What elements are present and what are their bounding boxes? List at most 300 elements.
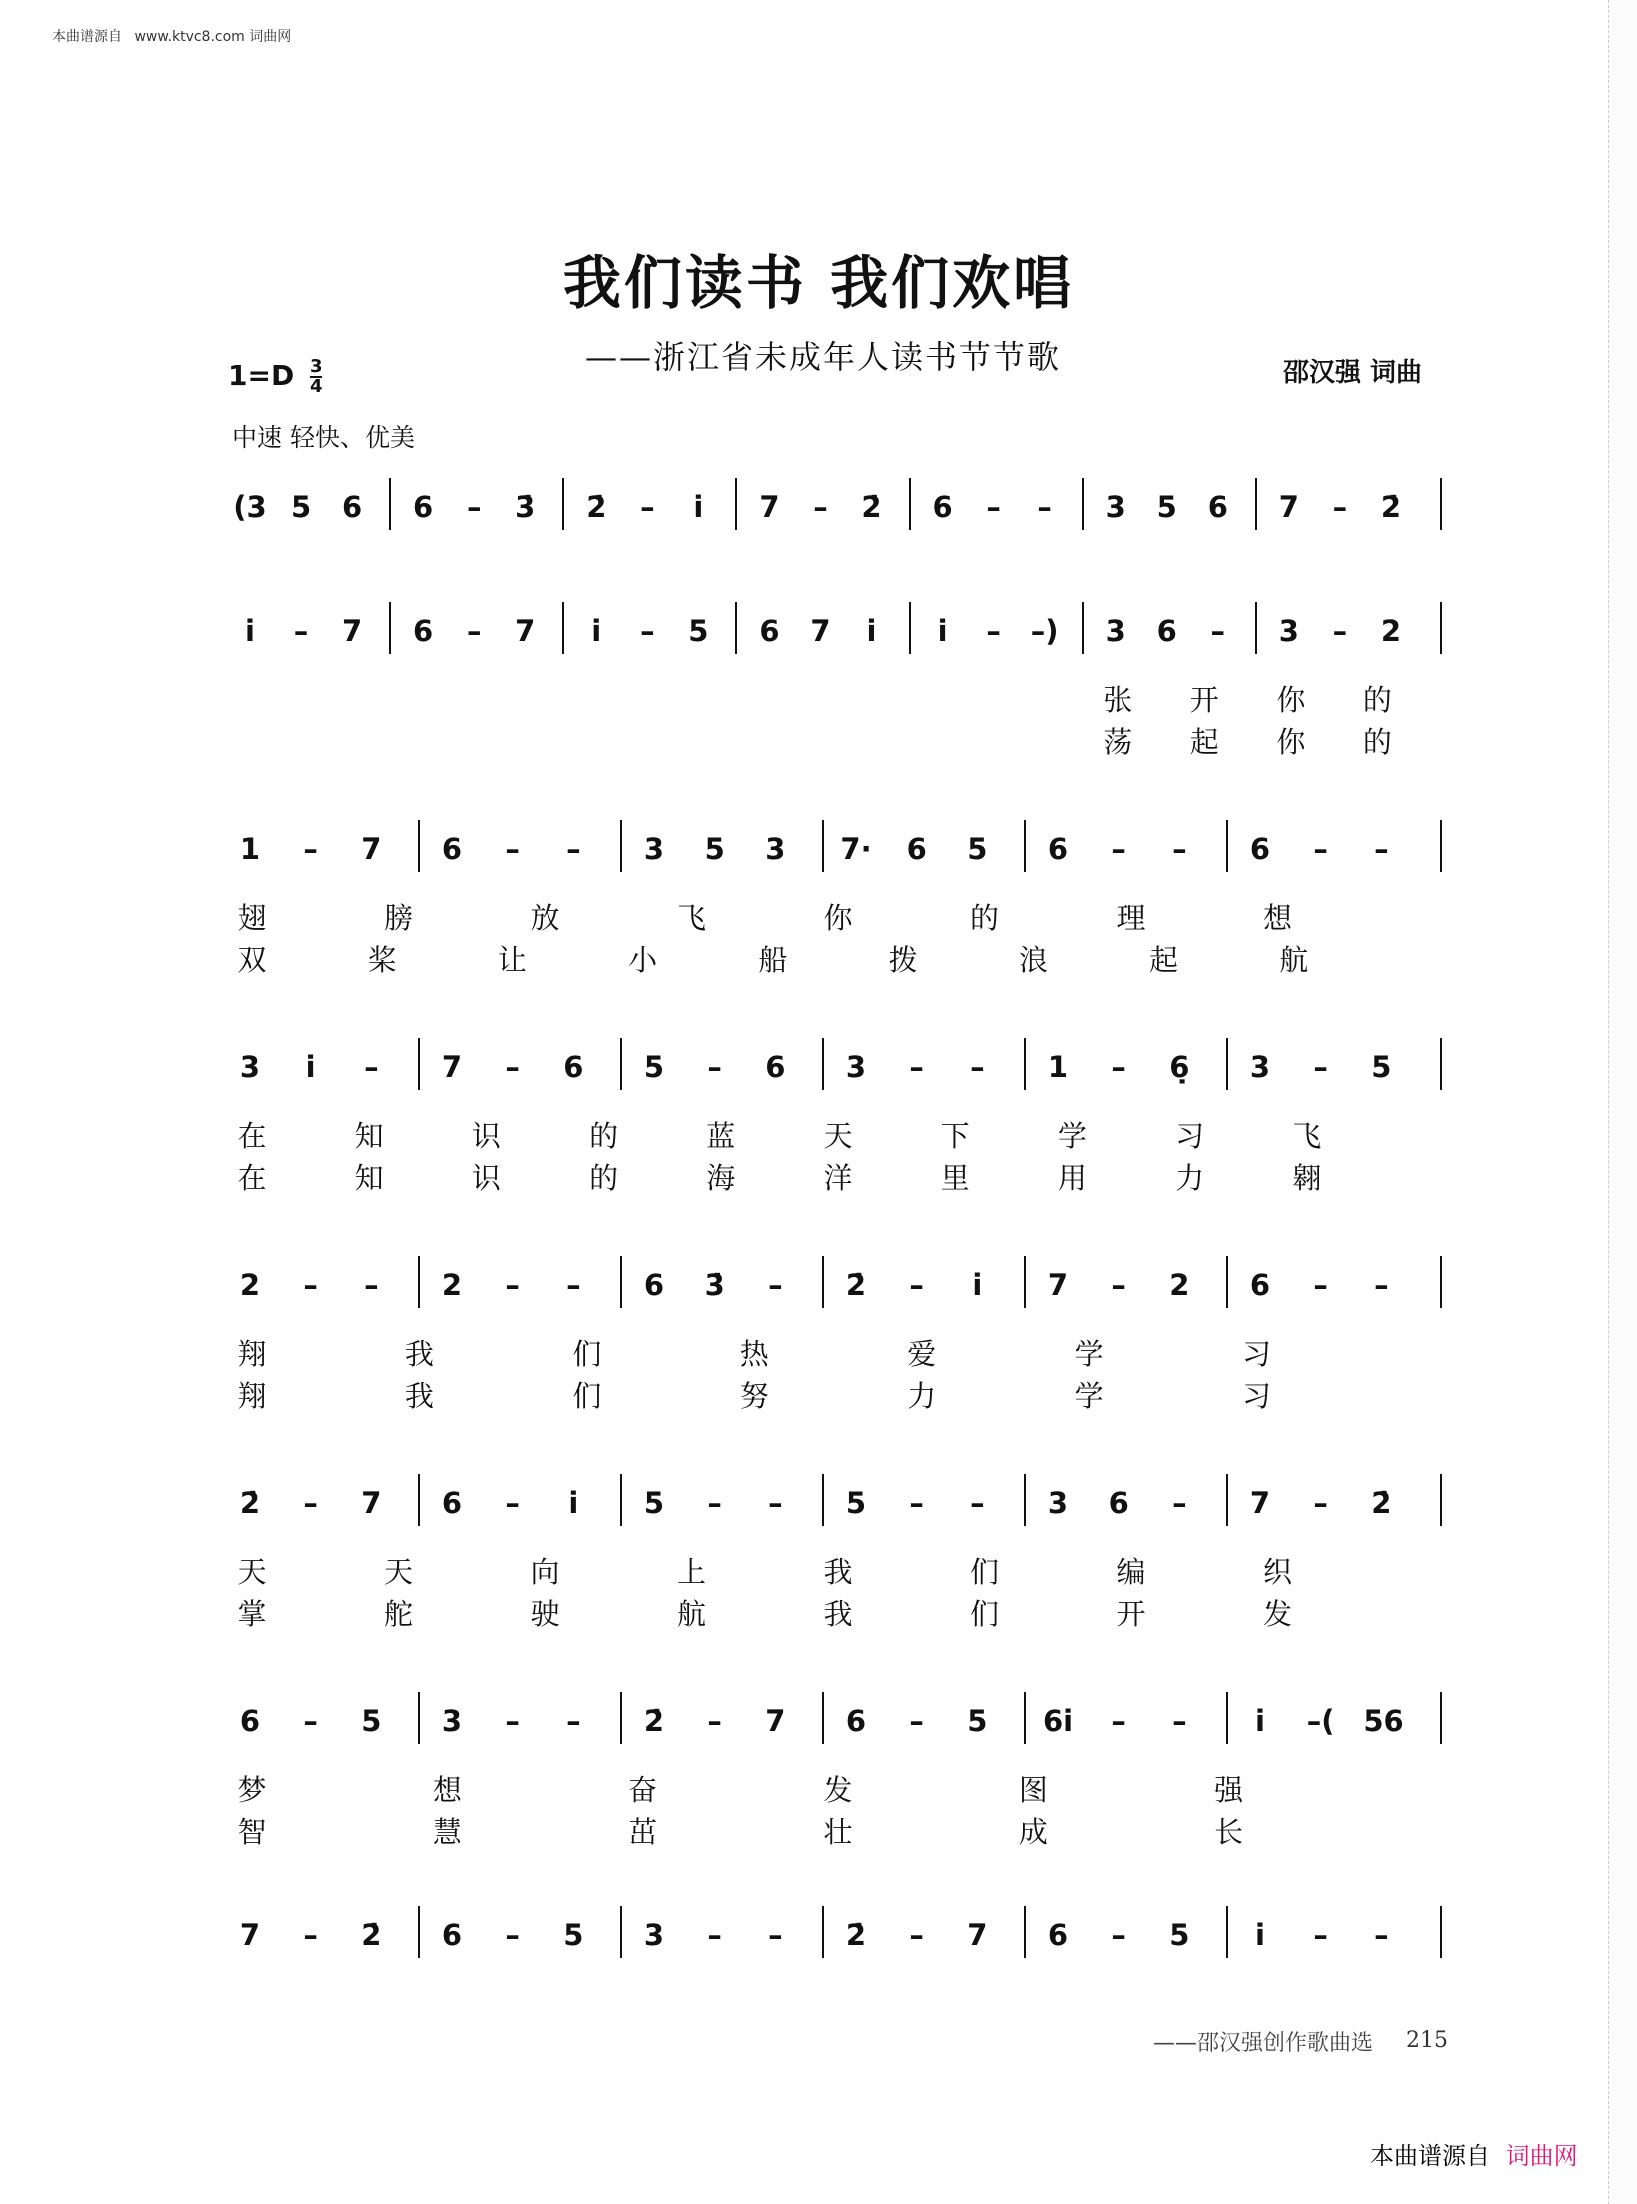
note: –	[1374, 1268, 1389, 1302]
barline	[1226, 1906, 1228, 1958]
measure	[228, 1470, 430, 1540]
measure	[401, 598, 574, 668]
header-source	[52, 26, 291, 46]
barline	[1440, 1906, 1442, 1958]
note: 5	[290, 490, 312, 524]
note: –	[1172, 1486, 1187, 1520]
lyric-char: 的	[589, 1161, 619, 1195]
barline	[822, 1038, 824, 1090]
note: 56	[1363, 1704, 1404, 1738]
note: –	[566, 1268, 581, 1302]
barline	[1440, 478, 1442, 530]
measure	[1036, 816, 1238, 886]
measure	[430, 1902, 632, 1972]
lyric-char: 理	[1116, 901, 1146, 935]
note: –	[303, 1704, 318, 1738]
lyric-char: 壮	[823, 1815, 853, 1849]
lyric-char: 翔	[237, 1379, 267, 1413]
measure	[1036, 1034, 1238, 1104]
measure	[1238, 1252, 1440, 1322]
note: –	[707, 1050, 722, 1084]
barline	[418, 1256, 420, 1308]
note: i	[693, 490, 704, 524]
lyric-char: 起	[1189, 725, 1219, 759]
barline	[389, 478, 391, 530]
note: –	[303, 1486, 318, 1520]
lyric-char: 发	[1262, 1597, 1292, 1631]
barline	[1255, 478, 1257, 530]
barline	[1440, 1692, 1442, 1744]
barline	[1226, 1474, 1228, 1526]
barline	[735, 478, 737, 530]
lyric-char: 让	[497, 943, 527, 977]
note: 6	[1207, 490, 1228, 524]
lyric-char: 在	[237, 1119, 267, 1153]
note: 3	[765, 832, 786, 866]
note: –	[640, 614, 655, 648]
time-numerator: 3	[309, 356, 323, 377]
lyric-char: 茁	[628, 1815, 658, 1849]
note: 2̇	[586, 490, 607, 524]
note: 7	[765, 1704, 786, 1738]
barline	[909, 478, 911, 530]
lyric-char: 的	[1362, 683, 1392, 717]
barline	[822, 1692, 824, 1744]
note: 6	[932, 490, 953, 524]
note: 3	[845, 1050, 867, 1084]
note: 6	[1108, 1486, 1129, 1520]
lyric-char: 我	[823, 1555, 853, 1589]
lyric-char: 识	[471, 1119, 501, 1153]
note: –	[707, 1704, 722, 1738]
note: 7	[759, 490, 780, 524]
lyric-char: 知	[354, 1161, 384, 1195]
measure	[834, 1902, 1036, 1972]
note: –	[1313, 1486, 1328, 1520]
key-signature	[228, 358, 322, 396]
note: 6	[1249, 1268, 1271, 1302]
page-number: 215	[1406, 2028, 1448, 2053]
note: 5	[1156, 490, 1177, 524]
note: –	[566, 832, 581, 866]
barline	[1024, 1906, 1026, 1958]
lyric-char: 力	[907, 1379, 937, 1413]
note: 6	[759, 614, 780, 648]
note: 2̇	[861, 490, 882, 524]
barline	[1440, 1474, 1442, 1526]
note: 3	[643, 1918, 665, 1952]
note: i	[591, 614, 602, 648]
lyric-char: 船	[758, 943, 788, 977]
lyric-char: 的	[969, 901, 999, 935]
note: 3	[1047, 1486, 1069, 1520]
source-stamp	[1370, 2136, 1578, 2171]
note: 5	[967, 832, 988, 866]
measure	[430, 1688, 632, 1758]
barline	[822, 1474, 824, 1526]
lyric-char: 习	[1242, 1337, 1272, 1371]
barline	[1440, 820, 1442, 872]
note: –	[466, 614, 482, 648]
lyric-char: 上	[676, 1555, 706, 1589]
note: 2̇	[643, 1704, 665, 1738]
note: –	[505, 832, 520, 866]
note: i	[245, 614, 255, 648]
measure	[228, 474, 401, 544]
lyric-char: 你	[1276, 683, 1306, 717]
lyric-char: 天	[383, 1555, 413, 1589]
note: i	[305, 1050, 316, 1084]
note: i	[866, 614, 877, 648]
note: 3	[643, 832, 665, 866]
barline	[1226, 1256, 1228, 1308]
note: 6	[765, 1050, 786, 1084]
measure	[1238, 1902, 1440, 1972]
note: 5	[845, 1486, 867, 1520]
note: –	[303, 1268, 318, 1302]
lyric-char: 我	[404, 1337, 434, 1371]
note: 7	[361, 832, 382, 866]
note: 3	[1105, 614, 1126, 648]
measure	[228, 598, 401, 668]
lyric-char: 学	[1074, 1337, 1104, 1371]
barline	[822, 1906, 824, 1958]
barline	[418, 1692, 420, 1744]
barline	[562, 478, 564, 530]
lyric-char: 里	[940, 1161, 970, 1195]
note: 3̇	[515, 490, 536, 524]
note: –	[1332, 614, 1348, 648]
lyric-char: 习	[1242, 1379, 1272, 1413]
score-row	[228, 474, 1440, 544]
measure	[834, 1034, 1036, 1104]
note: 2	[441, 1268, 463, 1302]
note: –	[1172, 832, 1187, 866]
header-url[interactable]: www.ktvc8.com	[134, 29, 245, 45]
measure	[430, 816, 632, 886]
note: –	[364, 1268, 379, 1302]
measure	[228, 1252, 430, 1322]
measure	[574, 474, 747, 544]
note: –	[505, 1486, 520, 1520]
note: –	[1313, 1918, 1328, 1952]
note: –	[1111, 1050, 1126, 1084]
lyric-char: 翅	[237, 901, 267, 935]
note: 7	[515, 614, 536, 648]
note: 3̇	[704, 1268, 725, 1302]
measure	[1036, 1252, 1238, 1322]
barline	[620, 1474, 622, 1526]
lyric-char: 们	[969, 1597, 999, 1631]
note: 3	[239, 1050, 261, 1084]
note: –	[1313, 832, 1328, 866]
lyric-char: 海	[706, 1161, 736, 1195]
note: –	[364, 1050, 379, 1084]
stamp-site[interactable]: 词曲网	[1505, 2142, 1578, 2170]
note: 5	[563, 1918, 584, 1952]
lyric-char: 努	[739, 1379, 769, 1413]
header-source-label: 本曲谱源自	[52, 29, 122, 45]
barline	[1024, 1692, 1026, 1744]
note: 3	[1105, 490, 1126, 524]
lyric-char: 发	[823, 1773, 853, 1807]
note: i	[1255, 1704, 1265, 1738]
note: 7	[967, 1918, 988, 1952]
barline	[620, 1692, 622, 1744]
note: 6	[1047, 1918, 1069, 1952]
lyric-char: 想	[432, 1773, 462, 1807]
lyric-char: 浪	[1018, 943, 1048, 977]
measure	[921, 474, 1094, 544]
measure	[1267, 598, 1440, 668]
note: –	[505, 1704, 520, 1738]
lyric-char: 翱	[1292, 1161, 1322, 1195]
note: 6	[441, 832, 463, 866]
barline	[1255, 602, 1257, 654]
note: –	[909, 1918, 924, 1952]
measure	[401, 474, 574, 544]
barline	[620, 1256, 622, 1308]
measure	[834, 1688, 1036, 1758]
note: –	[909, 1050, 924, 1084]
measure	[430, 1470, 632, 1540]
lyric-char: 蓝	[706, 1119, 736, 1153]
lyric-char: 荡	[1103, 725, 1133, 759]
note: 5	[361, 1704, 382, 1738]
lyric-char: 开	[1189, 683, 1219, 717]
note: 6	[1156, 614, 1177, 648]
lyric-char: 航	[1279, 943, 1309, 977]
note: 6̣	[1169, 1050, 1190, 1084]
note: 2̇	[361, 1918, 382, 1952]
note: 6	[441, 1486, 463, 1520]
lyric-char: 航	[676, 1597, 706, 1631]
note: i	[972, 1268, 983, 1302]
barline	[389, 602, 391, 654]
barline	[418, 820, 420, 872]
measure	[834, 816, 1036, 886]
note: –	[1313, 1050, 1328, 1084]
lyric-char: 们	[969, 1555, 999, 1589]
measure	[632, 816, 834, 886]
measure	[1238, 1470, 1440, 1540]
barline	[1440, 1038, 1442, 1090]
note: 2	[239, 1268, 261, 1302]
lyric-char: 们	[572, 1337, 602, 1371]
score-row	[228, 1252, 1440, 1413]
barline	[735, 602, 737, 654]
note: –	[986, 614, 1001, 648]
barline	[1082, 602, 1084, 654]
barline	[1024, 1474, 1026, 1526]
lyric-char: 下	[940, 1119, 970, 1153]
note: –	[1313, 1268, 1328, 1302]
tempo-marking: 中速 轻快、优美	[232, 423, 415, 452]
measure	[1238, 816, 1440, 886]
note: 1	[1047, 1050, 1069, 1084]
note: –	[1374, 1918, 1389, 1952]
note: 2	[1169, 1268, 1190, 1302]
lyric-char: 翔	[237, 1337, 267, 1371]
measure	[1036, 1470, 1238, 1540]
measure	[1094, 598, 1267, 668]
barline	[1024, 1256, 1026, 1308]
measure	[632, 1034, 834, 1104]
song-title: 我们读书 我们欢唱	[562, 249, 1075, 317]
lyric-char: 你	[1276, 725, 1306, 759]
lyric-char: 识	[471, 1161, 501, 1195]
note: 7	[810, 614, 831, 648]
note: –	[970, 1486, 985, 1520]
lyric-char: 图	[1018, 1773, 1048, 1807]
measure	[1094, 474, 1267, 544]
note: 6	[413, 490, 434, 524]
score-row	[228, 1034, 1440, 1195]
measure	[1238, 1034, 1440, 1104]
lyric-char: 在	[237, 1161, 267, 1195]
lyric-char: 梦	[237, 1773, 267, 1807]
song-subtitle: ——浙江省未成年人读书节节歌	[585, 338, 1062, 376]
lyric-char: 膀	[383, 901, 413, 935]
measure	[834, 1470, 1036, 1540]
header-site[interactable]: 词曲网	[249, 29, 292, 45]
note: i	[568, 1486, 579, 1520]
lyric-char: 你	[823, 901, 853, 935]
note: 6	[342, 490, 363, 524]
note: –	[707, 1486, 722, 1520]
note: –	[640, 490, 655, 524]
note: –	[505, 1268, 520, 1302]
note: –	[1172, 1704, 1187, 1738]
barline	[1024, 820, 1026, 872]
note: –	[1374, 832, 1389, 866]
note: 6i	[1042, 1704, 1074, 1738]
barline	[620, 1906, 622, 1958]
footer-book-title: ——邵汉强创作歌曲选	[1153, 2031, 1374, 2056]
note: –	[707, 1918, 722, 1952]
barline	[1226, 820, 1228, 872]
measure	[632, 1902, 834, 1972]
note: –	[566, 1704, 581, 1738]
note: 6	[643, 1268, 665, 1302]
lyric-char: 力	[1175, 1161, 1205, 1195]
note: –	[768, 1918, 783, 1952]
note: 7	[239, 1918, 261, 1952]
barline	[1082, 478, 1084, 530]
note: –	[909, 1704, 924, 1738]
note: 6	[845, 1704, 867, 1738]
measure	[430, 1034, 632, 1104]
note: –	[293, 614, 309, 648]
measure	[834, 1252, 1036, 1322]
measure	[921, 598, 1094, 668]
barline	[620, 1038, 622, 1090]
lyric-char: 学	[1074, 1379, 1104, 1413]
barline	[1440, 602, 1442, 654]
measure	[632, 1688, 834, 1758]
barline	[1226, 1038, 1228, 1090]
note: 5	[704, 832, 725, 866]
note: 7	[1249, 1486, 1271, 1520]
note: 5	[967, 1704, 988, 1738]
note: –	[303, 832, 318, 866]
lyric-char: 掌	[237, 1597, 267, 1631]
note: –	[986, 490, 1001, 524]
lyric-char: 强	[1214, 1773, 1244, 1807]
measure	[747, 474, 920, 544]
barline	[1024, 1038, 1026, 1090]
note: 5	[643, 1486, 665, 1520]
measure	[228, 1034, 430, 1104]
measure	[1267, 474, 1440, 544]
measure	[574, 598, 747, 668]
note: –	[1111, 1268, 1126, 1302]
note: 2̇	[1380, 490, 1402, 524]
lyric-char: 放	[530, 901, 560, 935]
lyric-char: 学	[1057, 1119, 1087, 1153]
lyric-char: 洋	[823, 1161, 853, 1195]
note: 3	[1278, 614, 1299, 648]
measure	[228, 1688, 430, 1758]
note: 6	[1249, 832, 1271, 866]
barline	[822, 1256, 824, 1308]
score-row	[228, 1688, 1440, 1849]
barline	[1226, 1692, 1228, 1744]
note: 6	[413, 614, 434, 648]
note: 5	[1371, 1050, 1392, 1084]
barline	[418, 1038, 420, 1090]
barline	[562, 602, 564, 654]
note: –	[970, 1050, 985, 1084]
note: –)	[1030, 614, 1059, 648]
note: –	[1111, 1918, 1126, 1952]
lyric-char: 起	[1149, 943, 1179, 977]
lyric-char: 张	[1103, 683, 1133, 717]
time-denominator: 4	[309, 376, 323, 397]
barline	[1440, 1256, 1442, 1308]
measure	[632, 1470, 834, 1540]
note: 7	[1047, 1268, 1069, 1302]
song-credit: 邵汉强 词曲	[1283, 358, 1423, 388]
barline	[620, 820, 622, 872]
lyric-char: 们	[572, 1379, 602, 1413]
note: 7	[441, 1050, 463, 1084]
note: (3	[233, 490, 267, 524]
measure	[1238, 1688, 1440, 1758]
score-row	[228, 598, 1440, 759]
note: 6	[239, 1704, 261, 1738]
stamp-label: 本曲谱源自	[1370, 2142, 1490, 2170]
barline	[418, 1906, 420, 1958]
barline	[418, 1474, 420, 1526]
note: 5	[643, 1050, 665, 1084]
measure	[228, 1902, 430, 1972]
measure	[747, 598, 920, 668]
note: 2̇	[239, 1486, 261, 1520]
lyric-char: 天	[237, 1555, 267, 1589]
lyric-char: 奋	[628, 1773, 658, 1807]
note: 2	[1380, 614, 1402, 648]
lyric-char: 天	[823, 1119, 853, 1153]
note: –	[1210, 614, 1226, 648]
measure	[430, 1252, 632, 1322]
lyric-char: 小	[628, 943, 658, 977]
note: –	[1111, 1704, 1126, 1738]
note: –	[813, 490, 828, 524]
lyric-char: 用	[1057, 1161, 1087, 1195]
measure	[228, 816, 430, 886]
note: 2̇	[1371, 1486, 1392, 1520]
